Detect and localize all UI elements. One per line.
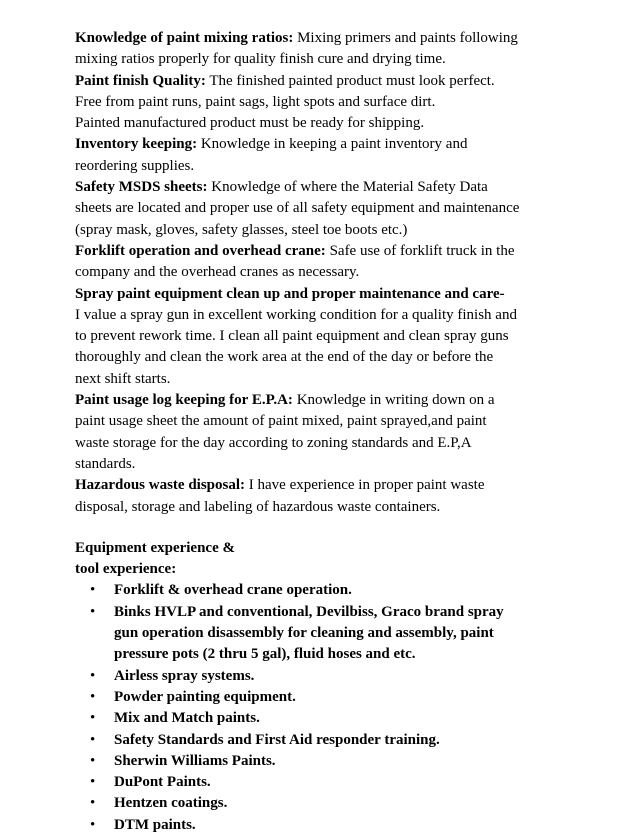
equipment-list-item (90, 751, 586, 772)
equipment-list-item (90, 580, 586, 601)
skill-text: mixing ratios properly for quality finish cure and drying time. (75, 51, 446, 68)
bullet-icon: • (90, 816, 96, 833)
bullet-icon: • (90, 710, 96, 727)
equipment-item-text: Mix and Match paints. (114, 710, 260, 727)
skill-text: standards. (75, 455, 136, 472)
bullet-icon: • (90, 582, 96, 599)
skill-paragraph (75, 284, 586, 390)
paragraph-line (75, 241, 586, 262)
equipment-item-text: gun operation disassembly for cleaning and assembly, paint (114, 625, 494, 642)
equipment-list-item (90, 730, 586, 751)
paragraph-line (75, 326, 586, 347)
equipment-list-item (90, 708, 586, 729)
paragraph-line (75, 497, 586, 518)
skill-paragraph (75, 475, 586, 518)
equipment-list-item (90, 687, 586, 708)
skill-text: Knowledge of where the Material Safety Data (207, 179, 488, 196)
skill-text: Free from paint runs, paint sags, light spots and surface dirt. (75, 93, 436, 110)
equipment-list-item (90, 666, 586, 687)
skill-heading: Hazardous waste disposal: (75, 477, 246, 494)
paragraph-line (75, 220, 586, 241)
section-gap (75, 518, 586, 538)
bullet-icon: • (90, 688, 96, 705)
equipment-item-text: Forklift & overhead crane operation. (114, 582, 352, 599)
skill-text: Mixing primers and paints following (293, 30, 518, 46)
skill-paragraph (75, 71, 586, 135)
skill-text: Knowledge in writing down on a (292, 392, 495, 409)
bullet-icon: • (90, 603, 96, 620)
paragraph-line (75, 284, 586, 305)
bullet-icon: • (90, 795, 96, 812)
paragraph-line (75, 411, 586, 432)
equipment-list-item (90, 772, 586, 793)
skill-heading: Inventory keeping: (75, 136, 198, 153)
skill-heading: Paint usage log keeping for E.P.A: (75, 392, 293, 409)
skill-paragraph (75, 241, 586, 284)
paragraph-line (75, 475, 586, 496)
skill-text: Safe use of forklift truck in the (325, 242, 515, 259)
skill-paragraph (75, 28, 586, 71)
equipment-list-item (90, 815, 586, 836)
skill-paragraph (75, 134, 586, 177)
skill-text: reordering supplies. (75, 157, 195, 174)
skill-text: Knowledge in keeping a paint inventory and (197, 136, 468, 153)
skill-heading: Paint finish Quality: (75, 72, 206, 89)
equipment-list-item (90, 793, 586, 814)
skill-text: thoroughly and clean the work area at the end of the day or before the (75, 349, 494, 366)
paragraph-line (75, 28, 586, 49)
equipment-item-text: Hentzen coatings. (114, 795, 228, 812)
equipment-item-text: Safety Standards and First Aid responder training. (114, 731, 440, 748)
skill-text: I have experience in proper paint waste (245, 477, 485, 494)
paragraph-line (75, 305, 586, 326)
equipment-item-text: Powder painting equipment. (114, 688, 296, 705)
paragraph-line (75, 390, 586, 411)
skills-section (75, 28, 586, 518)
skill-text: disposal, storage and labeling of hazardous waste containers. (75, 498, 441, 515)
bullet-icon: • (90, 667, 96, 684)
skill-text: (spray mask, gloves, safety glasses, steel toe boots etc.) (75, 221, 408, 238)
skill-text: waste storage for the day according to zoning standards and E.P,A (75, 434, 472, 451)
paragraph-line (75, 262, 586, 283)
equipment-item-text: Airless spray systems. (114, 667, 255, 684)
equipment-section (75, 538, 586, 836)
skill-text: paint usage sheet the amount of paint mixed, paint sprayed,and paint (75, 413, 487, 430)
skill-text: The finished painted product must look perfect. (205, 72, 495, 89)
paragraph-line (75, 454, 586, 475)
paragraph-line (75, 433, 586, 454)
equipment-item-text: Binks HVLP and conventional, Devilbiss, Graco brand spray (114, 603, 504, 620)
paragraph-line (75, 156, 586, 177)
skill-heading: Safety MSDS sheets: (75, 179, 208, 196)
skill-text: sheets are located and proper use of all safety equipment and maintenance (75, 200, 520, 217)
paragraph-line (75, 198, 586, 219)
paragraph-line (75, 113, 586, 134)
skill-text: I value a spray gun in excellent working condition for a quality finish and (75, 306, 517, 323)
skill-text: next shift starts. (75, 370, 171, 387)
equipment-list-item (90, 602, 586, 666)
bullet-icon: • (90, 731, 96, 748)
equipment-item-text: DTM paints. (114, 816, 196, 833)
bullet-icon: • (90, 752, 96, 769)
equipment-item-text: DuPont Paints. (114, 774, 211, 791)
skill-text: Painted manufactured product must be ready for shipping. (75, 115, 425, 132)
skill-heading: Spray paint equipment clean up and proper maintenance and care- (75, 285, 505, 302)
skill-paragraph (75, 177, 586, 241)
skill-heading: Knowledge of paint mixing ratios: (75, 30, 294, 46)
paragraph-line (75, 134, 586, 155)
skill-text: to prevent rework time. I clean all paint equipment and clean spray guns (75, 328, 509, 345)
paragraph-line (75, 347, 586, 368)
equipment-item-text: pressure pots (2 thru 5 gal), fluid hoses and etc. (114, 646, 416, 663)
paragraph-line (75, 71, 586, 92)
paragraph-line (75, 369, 586, 390)
skill-text: company and the overhead cranes as necessary. (75, 264, 360, 281)
skill-paragraph (75, 390, 586, 475)
equipment-list (75, 580, 586, 836)
paragraph-line (75, 177, 586, 198)
equipment-item-text: Sherwin Williams Paints. (114, 752, 276, 769)
equipment-heading-line-1: Equipment experience & (75, 539, 235, 556)
skill-heading: Forklift operation and overhead crane: (75, 242, 326, 259)
bullet-icon: • (90, 774, 96, 791)
paragraph-line (75, 92, 586, 113)
equipment-heading-line-2: tool experience: (75, 561, 177, 578)
paragraph-line (75, 49, 586, 70)
